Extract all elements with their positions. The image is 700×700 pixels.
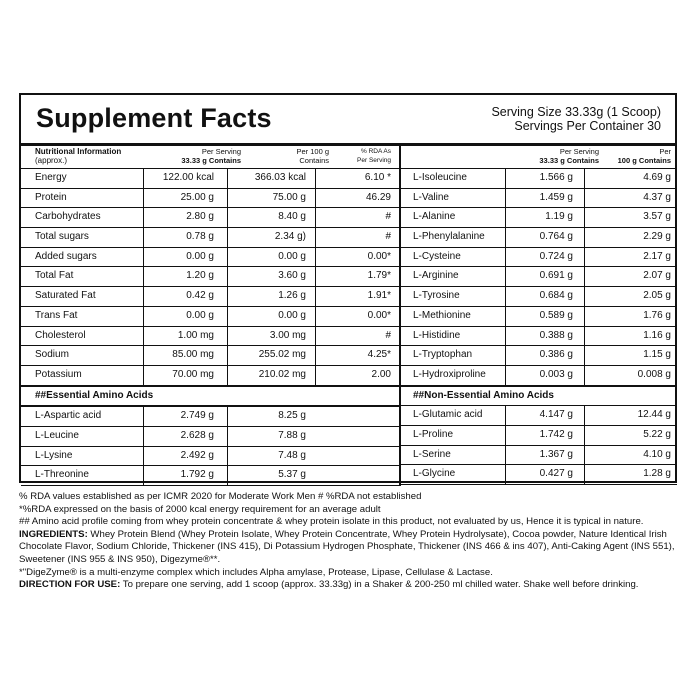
table-row bbox=[21, 267, 399, 287]
servings-per-container: Servings Per Container 30 bbox=[514, 119, 661, 133]
column-divider bbox=[227, 366, 228, 385]
column-divider bbox=[505, 446, 506, 465]
column-divider bbox=[227, 169, 228, 188]
row-label: L-Threonine bbox=[35, 469, 89, 481]
per-100g-value: 1.26 g bbox=[278, 290, 306, 302]
column-divider bbox=[505, 406, 506, 425]
row-label: L-Phenylalanine bbox=[413, 231, 485, 243]
per-100g-value: 12.44 g bbox=[637, 409, 671, 421]
per-100g-value: 2.17 g bbox=[643, 250, 671, 262]
table-row bbox=[399, 169, 677, 189]
row-label: L-Leucine bbox=[35, 429, 79, 441]
row-label: Total sugars bbox=[35, 231, 89, 243]
per-100g-value: 366.03 kcal bbox=[254, 172, 306, 183]
per-serving-value: 1.367 g bbox=[539, 448, 573, 460]
column-divider bbox=[143, 327, 144, 346]
row-label: Carbohydrates bbox=[35, 211, 101, 223]
column-divider bbox=[227, 208, 228, 227]
per-serving-value: 1.792 g bbox=[180, 469, 214, 481]
row-label: L-Cysteine bbox=[413, 250, 461, 262]
column-divider bbox=[227, 447, 228, 466]
row-label: L-Methionine bbox=[413, 309, 471, 321]
table-row bbox=[399, 189, 677, 209]
per-serving-value: 1.566 g bbox=[539, 172, 573, 183]
per-100g-value: 4.69 g bbox=[643, 172, 671, 183]
amino-note: ## Amino acid profile coming from whey protein concentrate & whey protein isolate in this product, not evaluated by us, Hence it is typical in nature. bbox=[19, 516, 644, 528]
column-divider bbox=[315, 248, 316, 267]
table-row bbox=[399, 208, 677, 228]
per-serving-value: 0.684 g bbox=[539, 290, 573, 302]
per-serving-value: 1.19 g bbox=[545, 211, 573, 223]
column-divider bbox=[227, 248, 228, 267]
rda-value: 6.10 * bbox=[364, 172, 391, 183]
column-divider bbox=[227, 307, 228, 326]
per-100g-value: 1.15 g bbox=[643, 349, 671, 361]
table-row bbox=[21, 169, 399, 189]
per-serving-value: 4.147 g bbox=[539, 409, 573, 421]
table-row bbox=[399, 228, 677, 248]
column-divider bbox=[584, 287, 585, 306]
column-divider bbox=[143, 228, 144, 247]
row-label: L-Arginine bbox=[413, 270, 459, 282]
column-divider bbox=[227, 287, 228, 306]
rda-value: 4.25* bbox=[367, 349, 391, 361]
row-label: L-Tryptophan bbox=[413, 349, 473, 361]
per-100g-value: 5.22 g bbox=[643, 428, 671, 440]
column-divider bbox=[227, 327, 228, 346]
header-per-serving: Per Serving 33.33 g Contains bbox=[181, 147, 241, 165]
row-label: Trans Fat bbox=[35, 309, 78, 321]
column-divider bbox=[315, 208, 316, 227]
column-divider bbox=[505, 307, 506, 326]
per-serving-value: 0.42 g bbox=[186, 290, 214, 302]
amino-column bbox=[399, 143, 677, 485]
table-row bbox=[21, 307, 399, 327]
column-divider bbox=[143, 248, 144, 267]
ingredients-text: Whey Protein Blend (Whey Protein Isolate, Whey Protein Concentrate, Whey Protein Hydrolysate), Cocoa powder, Nature Identical Irish Chocolate Flavor, Sodium Chloride, Thickener (INS 415), Di Potassium Hydrogen Phosphate, Thickener (INS 466 & ins 407), Anti-Caking Agent (INS 551), Sweetener (INS 955 & INS 950), Digezyme®**. bbox=[19, 528, 675, 565]
row-label: L-Lysine bbox=[35, 449, 73, 461]
column-divider bbox=[584, 446, 585, 465]
column-divider bbox=[143, 307, 144, 326]
per-100g-value: 0.00 g bbox=[278, 309, 306, 321]
column-divider bbox=[505, 267, 506, 286]
table-row bbox=[399, 287, 677, 307]
column-divider bbox=[143, 189, 144, 208]
column-divider bbox=[584, 426, 585, 445]
column-divider bbox=[227, 346, 228, 365]
column-divider bbox=[505, 366, 506, 385]
per-serving-value: 85.00 mg bbox=[172, 349, 214, 361]
rda-value: 2.00 bbox=[371, 368, 391, 380]
column-divider bbox=[505, 346, 506, 365]
column-divider bbox=[584, 208, 585, 227]
row-label: Sodium bbox=[35, 349, 69, 361]
per-serving-value: 0.003 g bbox=[539, 368, 573, 380]
per-100g-value: 0.008 g bbox=[637, 368, 671, 380]
column-divider bbox=[227, 407, 228, 426]
per-serving-value: 0.427 g bbox=[539, 468, 573, 480]
ingredients-label: INGREDIENTS: bbox=[19, 528, 88, 540]
per-100g-value: 75.00 g bbox=[272, 191, 306, 203]
column-divider bbox=[584, 267, 585, 286]
nutrition-rows bbox=[21, 169, 399, 387]
table-row bbox=[21, 407, 399, 427]
column-divider bbox=[143, 366, 144, 385]
per-100g-value: 5.37 g bbox=[278, 469, 306, 481]
table-row bbox=[399, 327, 677, 347]
direction-text: To prepare one serving, add 1 scoop (approx. 33.33g) in a Shaker & 200-250 ml chilled water. Shake well before drinking. bbox=[120, 579, 639, 591]
column-divider bbox=[505, 465, 506, 484]
nutrition-column bbox=[21, 143, 401, 486]
column-divider bbox=[505, 208, 506, 227]
row-label: L-Serine bbox=[413, 448, 451, 460]
per-serving-value: 2.492 g bbox=[180, 449, 214, 461]
column-divider bbox=[315, 327, 316, 346]
table-row bbox=[21, 447, 399, 467]
row-label: L-Histidine bbox=[413, 329, 461, 341]
column-divider bbox=[143, 427, 144, 446]
column-divider bbox=[315, 287, 316, 306]
per-100g-value: 8.40 g bbox=[278, 211, 306, 223]
column-divider bbox=[143, 447, 144, 466]
row-label: Potassium bbox=[35, 368, 82, 380]
header-amino-per-serving: Per Serving 33.33 g Contains bbox=[539, 147, 599, 165]
column-divider bbox=[505, 327, 506, 346]
table-row bbox=[399, 307, 677, 327]
column-divider bbox=[584, 169, 585, 188]
per-100g-value: 4.10 g bbox=[643, 448, 671, 460]
column-divider bbox=[143, 287, 144, 306]
per-100g-value: 1.76 g bbox=[643, 309, 671, 321]
per-serving-value: 2.628 g bbox=[180, 429, 214, 441]
rda-value: # bbox=[385, 329, 391, 341]
column-divider bbox=[584, 346, 585, 365]
per-serving-value: 0.589 g bbox=[539, 309, 573, 321]
column-divider bbox=[505, 287, 506, 306]
column-divider bbox=[505, 426, 506, 445]
per-serving-value: 122.00 kcal bbox=[162, 172, 214, 183]
column-divider bbox=[584, 406, 585, 425]
row-label: L-Tyrosine bbox=[413, 290, 460, 302]
per-100g-value: 255.02 mg bbox=[258, 349, 306, 361]
per-serving-value: 0.78 g bbox=[186, 231, 214, 243]
column-divider bbox=[584, 307, 585, 326]
per-100g-value: 2.05 g bbox=[643, 290, 671, 302]
header-nutrition-info: Nutritional Information (approx.) bbox=[35, 147, 122, 165]
serving-size: Serving Size 33.33g (1 Scoop) bbox=[491, 105, 661, 119]
header-per-100g: Per 100 g Contains bbox=[296, 147, 329, 165]
per-serving-value: 1.00 mg bbox=[177, 329, 214, 341]
table-row bbox=[21, 287, 399, 307]
column-divider bbox=[505, 228, 506, 247]
per-serving-value: 1.742 g bbox=[539, 428, 573, 440]
column-divider bbox=[505, 248, 506, 267]
table-row bbox=[399, 248, 677, 268]
per-serving-value: 0.764 g bbox=[539, 231, 573, 243]
row-label: Cholesterol bbox=[35, 329, 86, 341]
rda-value: 46.29 bbox=[365, 191, 391, 203]
rda-value: 0.00* bbox=[367, 309, 391, 321]
column-divider bbox=[143, 346, 144, 365]
per-serving-value: 0.00 g bbox=[186, 309, 214, 321]
per-100g-value: 3.60 g bbox=[278, 270, 306, 282]
panel-title: Supplement Facts bbox=[36, 103, 272, 133]
column-divider bbox=[315, 346, 316, 365]
per-serving-value: 1.20 g bbox=[186, 270, 214, 282]
row-label: L-Hydroxiproline bbox=[413, 368, 486, 380]
column-divider bbox=[505, 189, 506, 208]
column-divider bbox=[143, 267, 144, 286]
energy-note: *%RDA expressed on the basis of 2000 kcal energy requirement for an average adult bbox=[19, 503, 381, 515]
non-essential-section-title: ##Non-Essential Amino Acids bbox=[399, 387, 677, 407]
per-100g-value: 2.07 g bbox=[643, 270, 671, 282]
row-label: L-Alanine bbox=[413, 211, 456, 223]
column-divider bbox=[584, 248, 585, 267]
column-divider bbox=[315, 366, 316, 385]
column-divider bbox=[315, 307, 316, 326]
row-label: L-Valine bbox=[413, 191, 449, 203]
table-row bbox=[21, 189, 399, 209]
rda-value: # bbox=[385, 211, 391, 223]
column-divider bbox=[143, 466, 144, 485]
nutrition-table-header bbox=[21, 143, 399, 169]
amino-table-header bbox=[399, 143, 677, 169]
per-100g-value: 1.28 g bbox=[643, 468, 671, 480]
column-divider bbox=[143, 208, 144, 227]
column-divider bbox=[315, 169, 316, 188]
column-divider bbox=[584, 189, 585, 208]
table-row bbox=[21, 346, 399, 366]
rda-value: 1.79* bbox=[367, 270, 391, 282]
table-row bbox=[21, 208, 399, 228]
table-row bbox=[21, 248, 399, 268]
per-serving-value: 70.00 mg bbox=[172, 368, 214, 380]
per-100g-value: 210.02 mg bbox=[258, 368, 306, 380]
column-divider bbox=[143, 169, 144, 188]
per-serving-value: 0.388 g bbox=[539, 329, 573, 341]
row-label: Added sugars bbox=[35, 250, 97, 262]
header-rda: % RDA As Per Serving bbox=[357, 148, 391, 164]
row-label: L-Glutamic acid bbox=[413, 409, 483, 421]
column-divider bbox=[584, 228, 585, 247]
per-100g-value: 3.57 g bbox=[643, 211, 671, 223]
row-label: Saturated Fat bbox=[35, 290, 96, 302]
per-serving-value: 0.386 g bbox=[539, 349, 573, 361]
non-essential-rows bbox=[399, 406, 677, 485]
table-row bbox=[399, 465, 677, 485]
column-divider bbox=[584, 465, 585, 484]
column-divider bbox=[315, 228, 316, 247]
table-row bbox=[399, 366, 677, 387]
table-row bbox=[399, 346, 677, 366]
column-divider bbox=[143, 407, 144, 426]
row-label: Total Fat bbox=[35, 270, 74, 282]
header-amino-per-100g: Per 100 g Contains bbox=[617, 147, 671, 165]
per-100g-value: 8.25 g bbox=[278, 410, 306, 422]
column-divider bbox=[227, 466, 228, 485]
digezyme-note: *"DigeZyme® is a multi-enzyme complex which includes Alpha amylase, Protease, Lipase, Cellulase & Lactase. bbox=[19, 566, 493, 578]
row-label: L-Isoleucine bbox=[413, 172, 467, 183]
row-label: L-Glycine bbox=[413, 468, 456, 480]
table-row bbox=[21, 427, 399, 447]
per-serving-value: 25.00 g bbox=[180, 191, 214, 203]
row-label: L-Aspartic acid bbox=[35, 410, 102, 422]
per-serving-value: 2.80 g bbox=[186, 211, 214, 223]
column-divider bbox=[584, 327, 585, 346]
column-divider bbox=[505, 169, 506, 188]
column-divider bbox=[227, 427, 228, 446]
table-row bbox=[399, 267, 677, 287]
rda-value: 0.00* bbox=[367, 250, 391, 262]
essential-section-title: ##Essential Amino Acids bbox=[21, 387, 399, 408]
column-divider bbox=[227, 189, 228, 208]
table-row bbox=[399, 406, 677, 426]
per-100g-value: 7.88 g bbox=[278, 429, 306, 441]
row-label: Energy bbox=[35, 172, 67, 183]
per-100g-value: 7.48 g bbox=[278, 449, 306, 461]
amino-rows bbox=[399, 169, 677, 387]
column-divider bbox=[315, 267, 316, 286]
per-serving-value: 1.459 g bbox=[539, 191, 573, 203]
column-divider bbox=[584, 366, 585, 385]
row-label: Protein bbox=[35, 191, 67, 203]
rda-value: # bbox=[385, 231, 391, 243]
column-divider bbox=[227, 267, 228, 286]
table-row bbox=[399, 446, 677, 466]
rda-value: 1.91* bbox=[367, 290, 391, 302]
column-divider bbox=[227, 228, 228, 247]
row-label: L-Proline bbox=[413, 428, 454, 440]
per-serving-value: 0.00 g bbox=[186, 250, 214, 262]
per-100g-value: 1.16 g bbox=[643, 329, 671, 341]
per-100g-value: 4.37 g bbox=[643, 191, 671, 203]
ingredients bbox=[19, 529, 681, 567]
supplement-facts-panel bbox=[19, 93, 677, 483]
footnotes bbox=[19, 491, 681, 592]
direction bbox=[19, 579, 681, 592]
per-100g-value: 0.00 g bbox=[278, 250, 306, 262]
per-100g-value: 2.34 g) bbox=[274, 231, 306, 243]
serving-info bbox=[491, 105, 661, 133]
per-serving-value: 2.749 g bbox=[180, 410, 214, 422]
column-divider bbox=[315, 189, 316, 208]
table-row bbox=[21, 366, 399, 387]
table-row bbox=[21, 466, 399, 486]
essential-rows bbox=[21, 407, 399, 486]
table-row bbox=[21, 327, 399, 347]
table-row bbox=[399, 426, 677, 446]
table-row bbox=[21, 228, 399, 248]
direction-label: DIRECTION FOR USE: bbox=[19, 579, 121, 591]
per-serving-value: 0.724 g bbox=[539, 250, 573, 262]
rda-note: % RDA values established as per ICMR 2020 for Moderate Work Men # %RDA not established bbox=[19, 491, 422, 502]
per-100g-value: 3.00 mg bbox=[269, 329, 306, 341]
per-100g-value: 2.29 g bbox=[643, 231, 671, 243]
per-serving-value: 0.691 g bbox=[539, 270, 573, 282]
